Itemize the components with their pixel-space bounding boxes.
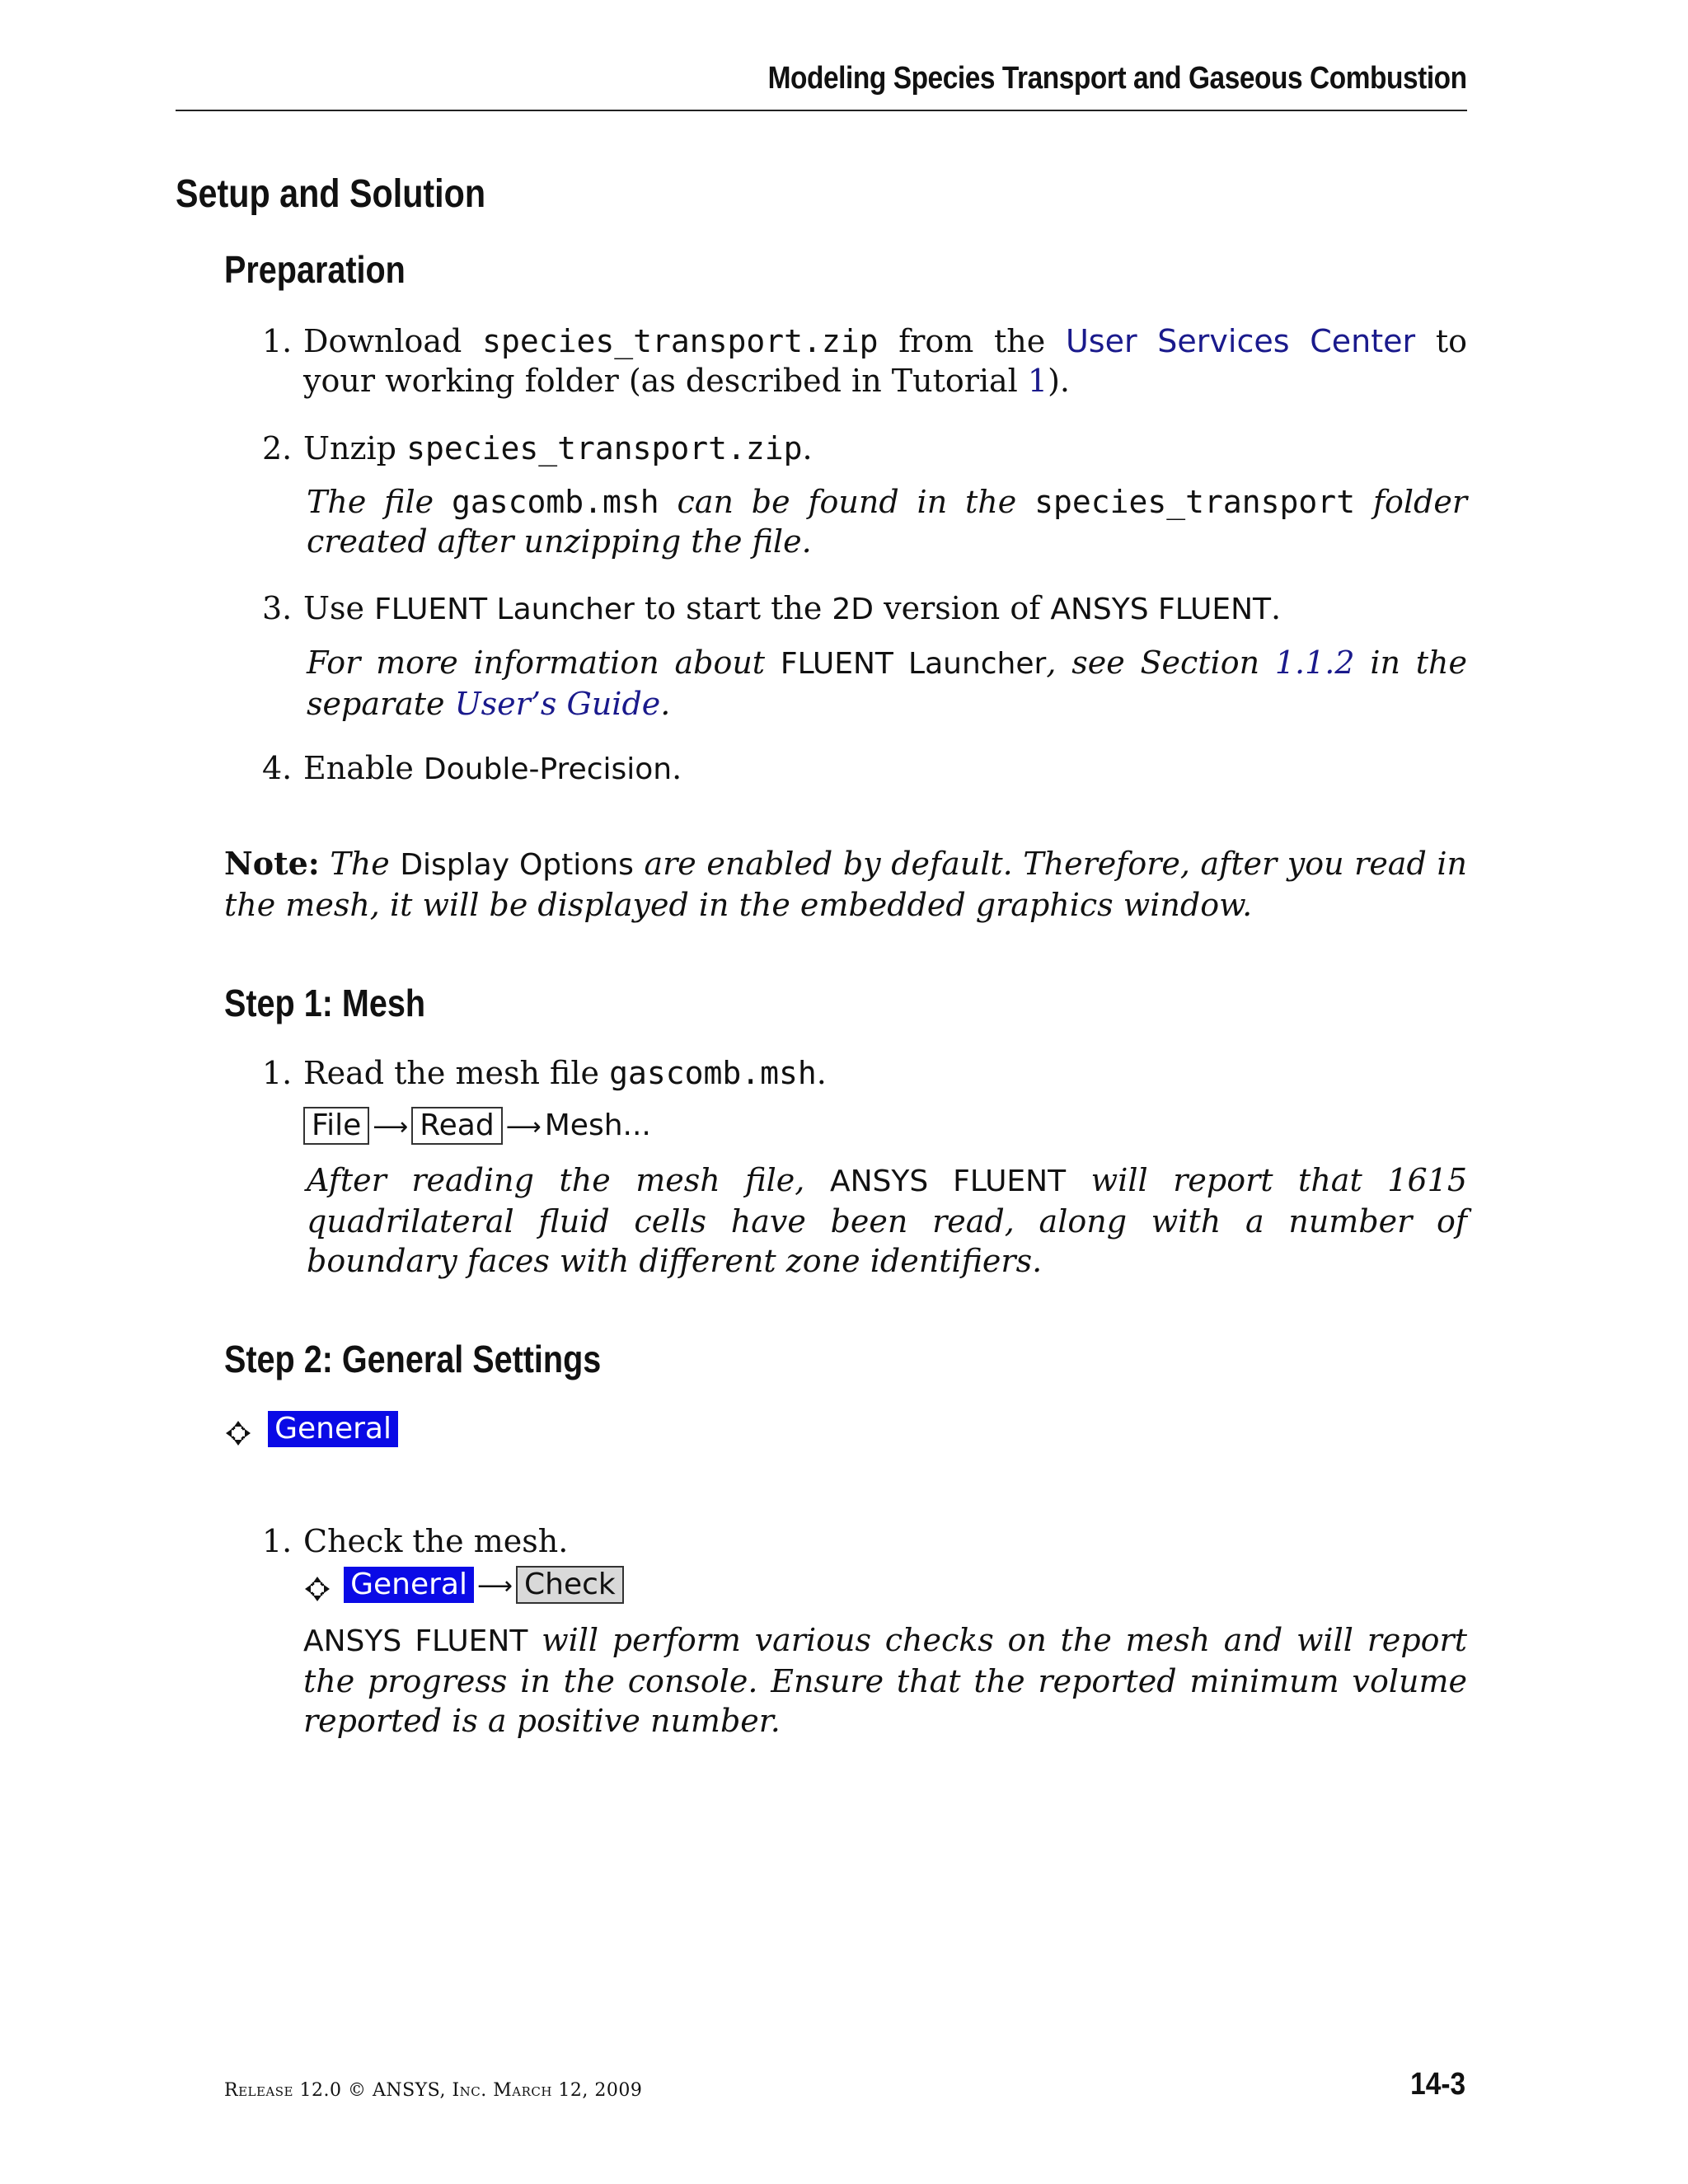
note-text: can be found in the — [659, 484, 1035, 520]
step1-item-number: 1. — [262, 1055, 293, 1091]
prep-item-1-text: Download — [303, 323, 483, 359]
prep-item-1-end: ). — [1048, 363, 1071, 399]
arrow: ⟶ — [373, 1113, 409, 1141]
double-precision-option: Double-Precision — [423, 752, 673, 786]
general-nav-button[interactable]: General — [344, 1567, 474, 1603]
note-label: Note: — [224, 845, 320, 882]
prep-item-3-note — [307, 643, 1467, 724]
prep-item-3 — [303, 588, 1281, 630]
zip-filename: species_transport.zip — [482, 323, 879, 359]
check-nav-path — [303, 1566, 624, 1606]
note-text: , see Section — [1046, 644, 1275, 681]
tutorial-ref-link[interactable]: 1 — [1027, 363, 1048, 399]
arrow: ⟶ — [505, 1113, 542, 1141]
note-text: The file — [307, 484, 452, 520]
note-end: . — [660, 686, 671, 722]
step1-note — [307, 1160, 1467, 1281]
prep-item-3-end: . — [1271, 590, 1282, 626]
prep-item-1 — [303, 321, 1467, 401]
prep-item-2-number: 2. — [262, 430, 293, 466]
mesh-menu-item[interactable]: Mesh... — [544, 1108, 651, 1142]
mesh-filename: gascomb.msh — [609, 1055, 817, 1091]
step2-heading: Step 2: General Settings — [224, 1338, 602, 1380]
prep-item-2-end: . — [802, 430, 813, 466]
prep-item-1-text-mid: from the — [878, 323, 1066, 359]
mesh-filename: gascomb.msh — [452, 484, 659, 520]
display-options-label: Display Options — [400, 848, 634, 882]
file-menu[interactable]: File — [303, 1107, 369, 1145]
prep-item-1-text-post: to your working folder (as described in Tutorial — [303, 323, 1467, 399]
product-name: ANSYS FLUENT — [829, 1165, 1067, 1198]
section-title: Setup and Solution — [176, 172, 486, 216]
step2-note — [303, 1620, 1467, 1741]
general-nav — [224, 1411, 398, 1451]
step2-item-number: 1. — [262, 1523, 293, 1559]
prep-item-1-number: 1. — [262, 323, 293, 359]
page-number: 14-3 — [1410, 2067, 1465, 2102]
check-button[interactable]: Check — [516, 1566, 624, 1604]
prep-item-3-number: 3. — [262, 590, 293, 626]
note-text: in the separate — [307, 644, 1467, 722]
section-ref-link[interactable]: 1.1.2 — [1274, 644, 1355, 681]
prep-item-3-text: version of — [874, 590, 1051, 626]
note-text: will report that 1615 quadrilateral fluid cells have been read, along with a number of boundary faces with different zone identifiers. — [307, 1162, 1467, 1279]
navigation-pane-icon — [224, 1419, 252, 1451]
general-nav-button[interactable]: General — [268, 1411, 398, 1447]
prep-item-2-note — [307, 482, 1467, 561]
navigation-pane-icon — [303, 1575, 331, 1606]
note-text: folder created after unzipping the file. — [307, 484, 1468, 560]
users-guide-link[interactable]: User’s Guide — [454, 686, 661, 722]
prep-item-4-number: 4. — [262, 750, 293, 786]
prep-item-2 — [303, 429, 813, 468]
step2-item: Check the mesh. — [303, 1523, 569, 1559]
note-text: will perform various checks on the mesh and will report the progress in the console. Ensure that the reported minimum volume reported is a positive number. — [303, 1622, 1467, 1739]
step1-heading: Step 1: Mesh — [224, 982, 426, 1024]
dimension-label: 2D — [832, 593, 874, 626]
fluent-launcher-label: FLUENT Launcher — [374, 593, 635, 626]
release-footer: Release 12.0 © ANSYS, Inc. March 12, 2009 — [224, 2080, 643, 2101]
fluent-launcher-label: FLUENT Launcher — [780, 647, 1047, 681]
step1-item — [303, 1053, 827, 1093]
menu-path — [303, 1106, 651, 1151]
prep-item-3-text: to start the — [634, 590, 832, 626]
arrow: ⟶ — [476, 1572, 513, 1601]
display-options-note — [224, 844, 1467, 925]
step1-item-text: Read the mesh file — [303, 1055, 610, 1091]
prep-item-2-text: Unzip — [303, 430, 407, 466]
folder-name: species_transport — [1034, 484, 1356, 520]
product-name: ANSYS FLUENT — [1050, 593, 1272, 626]
prep-item-4-end: . — [672, 750, 682, 786]
running-title: Modeling Species Transport and Gaseous Combustion — [767, 61, 1467, 96]
prep-item-4 — [303, 748, 682, 790]
note-text: For more information about — [307, 644, 781, 681]
step1-item-end: . — [816, 1055, 827, 1091]
note-text: The — [319, 846, 401, 882]
note-text: are enabled by default. Therefore, after you read in the mesh, it will be displayed in the embedded graphics window. — [224, 846, 1468, 923]
user-services-center-link[interactable]: User Services Center — [1065, 323, 1416, 359]
prep-item-3-text: Use — [303, 590, 375, 626]
prep-item-4-text: Enable — [303, 750, 424, 786]
preparation-heading: Preparation — [224, 248, 406, 291]
read-menu[interactable]: Read — [411, 1107, 502, 1145]
header-rule — [176, 110, 1467, 111]
note-text: After reading the mesh file, — [307, 1162, 830, 1198]
zip-filename: species_transport.zip — [406, 430, 803, 466]
product-name: ANSYS FLUENT — [303, 1624, 528, 1658]
